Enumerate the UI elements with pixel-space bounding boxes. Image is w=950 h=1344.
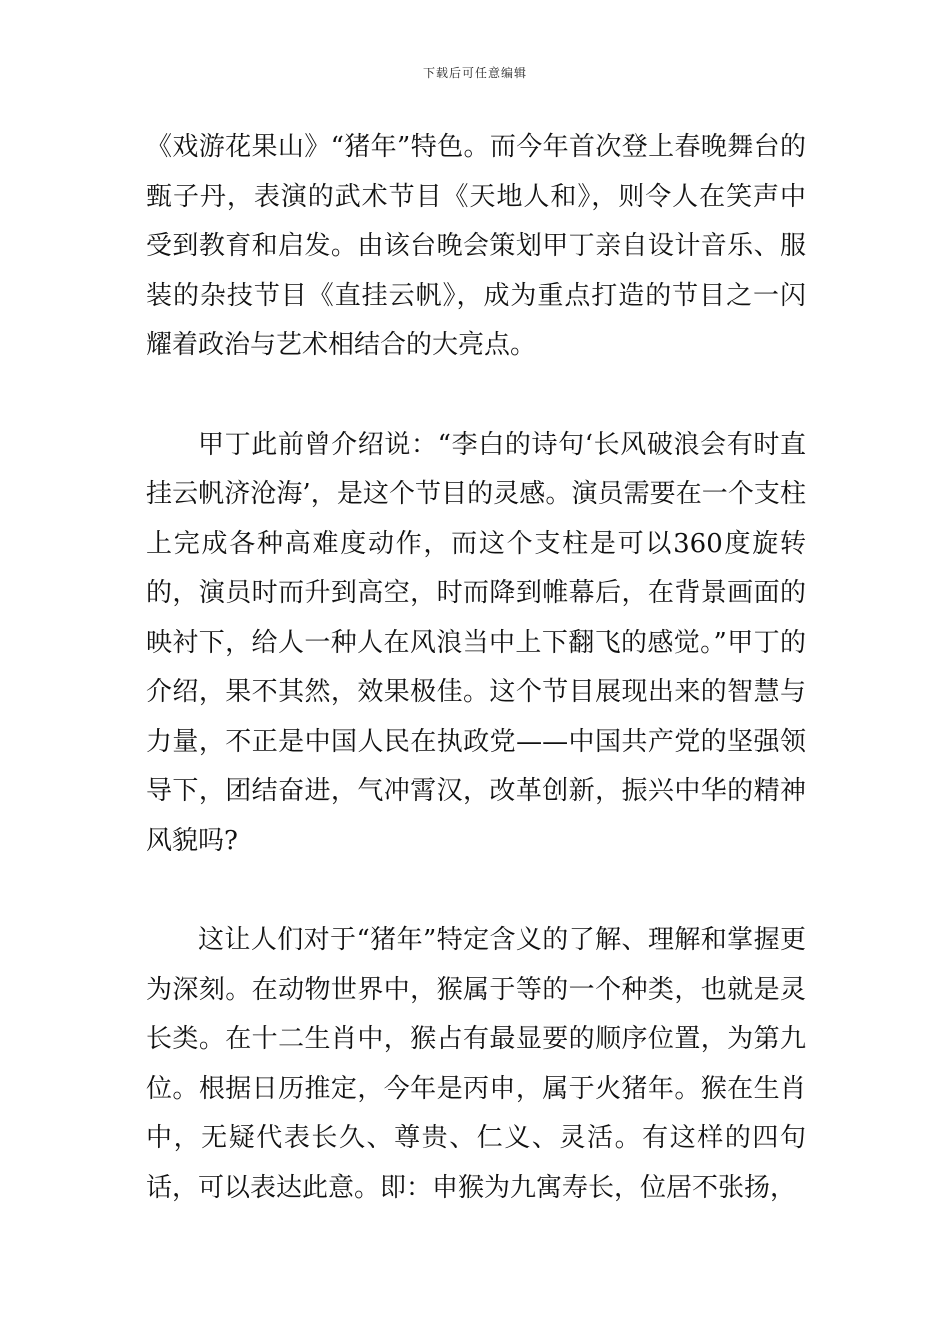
page-header: 下载后可任意编辑 xyxy=(422,66,527,80)
document-body xyxy=(146,123,806,1213)
paragraph-2: 甲丁此前曾介绍说：“李白的诗句‘长风破浪会有时直挂云帆济沧海’，是这个节目的灵感。演员需要在一个支柱上完成各种高难度动作，而这个支柱是可以360度旋转的，演员时而升到高空，时而降到帷幕后，在背景画面的映衬下，给人一种人在风浪当中上下翻飞的感觉。”甲丁的介绍，果不其然，效果极佳。这个节目展现出来的智慧与力量，不正是中国人民在执政党——中国共产党的坚强领导下，团结奋进，气冲霄汉，改革创新，振兴中华的精神风貌吗? xyxy=(146,429,806,856)
paragraph-1: 《戏游花果山》“猪年”特色。而今年首次登上春晚舞台的甄子丹，表演的武术节目《天地人和》，则令人在笑声中受到教育和启发。由该台晚会策划甲丁亲自设计音乐、服装的杂技节目《直挂云帆》，成为重点打造的节目之一闪耀着政治与艺术相结合的大亮点。 xyxy=(146,132,806,360)
paragraph-3: 这让人们对于“猪年”特定含义的了解、理解和掌握更为深刻。在动物世界中，猴属于等的一个种类，也就是灵长类。在十二生肖中，猴占有最显要的顺序位置，为第九位。根据日历推定，今年是丙申，属于火猪年。猴在生肖中，无疑代表长久、尊贵、仁义、灵活。有这样的四句话，可以表达此意。即：申猴为九寓寿长，位居不张扬， xyxy=(146,925,806,1203)
